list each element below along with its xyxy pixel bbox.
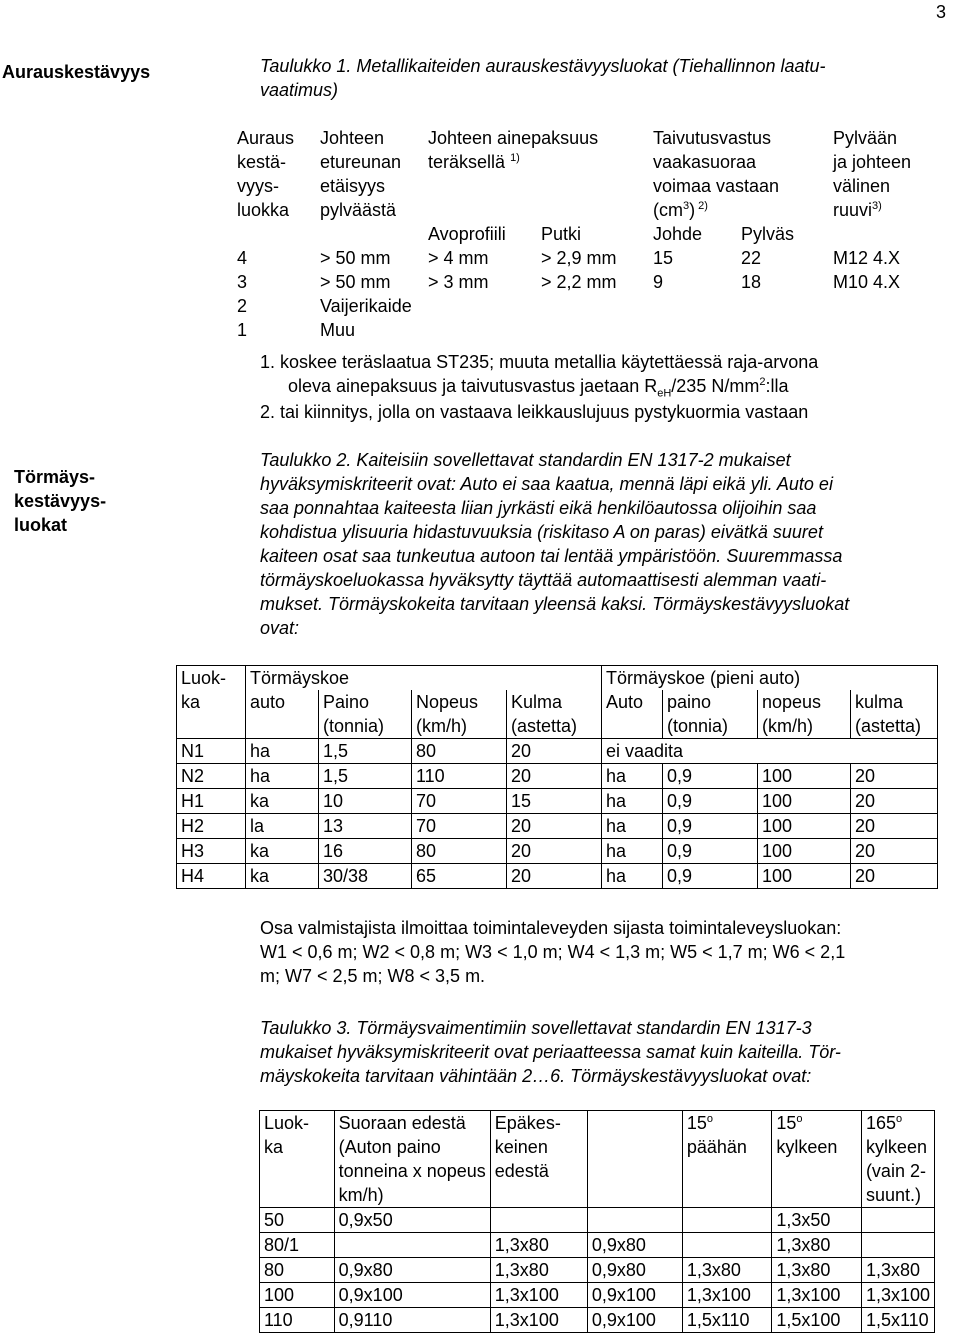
- note-text: /235 N/mm: [671, 376, 760, 396]
- t2-cell: 70: [412, 789, 507, 814]
- t1-h-text: Auraus: [237, 128, 295, 148]
- t1-h-text: ja johteen: [833, 152, 912, 172]
- t3-cell: 1,5x110: [861, 1308, 934, 1333]
- t2-cell: 100: [758, 839, 851, 864]
- t2-row: [177, 764, 938, 789]
- t2-h-auto: auto: [246, 690, 319, 739]
- degree-sign: o: [895, 1113, 903, 1125]
- t3-cell: 1,3x80: [490, 1233, 587, 1258]
- t1-sub-johde: Johde: [653, 224, 703, 244]
- para-line: m; W7 < 2,5 m; W8 < 3,5 m.: [260, 966, 486, 986]
- t1-h-text: välinen: [833, 176, 891, 196]
- t1-cell: 15: [653, 248, 674, 268]
- t3-h-text: ka: [264, 1137, 284, 1157]
- t2-h-text: kulma: [855, 692, 904, 712]
- t1-h-text: vyys-: [237, 176, 279, 196]
- t2-cell: 0,9: [663, 814, 758, 839]
- t2-cell: ha: [602, 839, 663, 864]
- t2-h-text: Luok-: [181, 668, 227, 688]
- t3-cell: 0,9110: [334, 1308, 490, 1333]
- t2-h-luokka: [177, 666, 246, 739]
- t3-cell: 1,3x80: [682, 1258, 772, 1283]
- para-line: mukaiset hyväksymiskriteerit ovat periaatteessa samat kuin kaiteilla. Tör-: [260, 1042, 841, 1062]
- para-line: hyväksymiskriteerit ovat: Auto ei saa kaatua, mennä läpi eikä yli. Auto ei: [260, 474, 833, 494]
- t3-cell: 1,3x100: [861, 1283, 934, 1308]
- t3-h-text: Luok-: [264, 1113, 310, 1133]
- t2-h-paino: [319, 690, 412, 739]
- t1-cell: Muu: [320, 320, 356, 340]
- para-line: kaiteen osat saa tunkeutua autoon tai lentää ympäristöön. Suuremmassa: [260, 546, 843, 566]
- t1-cell: > 50 mm: [320, 272, 391, 292]
- t3-row: [260, 1258, 935, 1283]
- t3-cell: 1,5x110: [682, 1308, 772, 1333]
- t1-sub-avoprofiili: Avoprofiili: [428, 224, 506, 244]
- t3-cell: 50: [260, 1208, 335, 1233]
- t1-h-ainepaksuus: [424, 126, 649, 222]
- t2-row: [177, 814, 938, 839]
- para-line: W1 < 0,6 m; W2 < 0,8 m; W3 < 1,0 m; W4 < 1,3 m; W5 < 1,7 m; W6 < 2,1: [260, 942, 846, 962]
- t1-cell: > 4 mm: [428, 248, 489, 268]
- t3-h-text: kylkeen: [865, 1137, 927, 1157]
- t3-row: [260, 1233, 935, 1258]
- t1-h-text: voimaa vastaan: [653, 176, 780, 196]
- t1-h-etaisyys: [316, 126, 424, 222]
- t1-cell: > 2,9 mm: [541, 248, 617, 268]
- t2-cell: 30/38: [319, 864, 412, 889]
- note-text: :lla: [765, 376, 789, 396]
- table3: [259, 1110, 935, 1333]
- t1-cell: M12 4.X: [833, 248, 901, 268]
- t2-h-text: (astetta): [511, 716, 578, 736]
- t3-h-15-paahan: [682, 1111, 772, 1208]
- para-line: saa ponnahtaa kaiteesta liian jyrkästi eikä henkilöautossa olijoihin saa: [260, 498, 817, 518]
- t2-h-paino-small: [663, 690, 758, 739]
- t2-cell: 13: [319, 814, 412, 839]
- t1-h-text: etäisyys: [320, 176, 386, 196]
- para-line: mukset. Törmäyskokeita tarvitaan yleensä kaksi. Törmäyskestävyysluokat: [260, 594, 850, 614]
- t3-h-text: 165: [865, 1113, 896, 1133]
- t2-cell: H4: [177, 864, 246, 889]
- t2-cell: 80: [412, 739, 507, 764]
- t3-cell: 0,9x100: [334, 1283, 490, 1308]
- t1-h-sup: 3: [683, 200, 690, 212]
- t1-row: [233, 246, 915, 270]
- note-sub: eH: [657, 387, 672, 400]
- t3-h-text: km/h): [338, 1185, 384, 1205]
- t1-sub-putki: Putki: [541, 224, 582, 244]
- t3-cell: 1,3x80: [772, 1233, 862, 1258]
- t2-cell: 20: [507, 814, 602, 839]
- t1-h-text: luokka: [237, 200, 290, 220]
- table1-note-1a: 1. koskee teräslaatua ST235; muuta metallia käytettäessä raja-arvona: [260, 352, 819, 372]
- t2-row: [177, 789, 938, 814]
- t3-cell: [490, 1208, 587, 1233]
- t2-cell: 65: [412, 864, 507, 889]
- t2-cell: 0,9: [663, 839, 758, 864]
- t1-cell: 22: [741, 248, 762, 268]
- t1-row: [233, 270, 915, 294]
- t2-h-auto-small: Auto: [602, 690, 663, 739]
- t2-cell: la: [246, 814, 319, 839]
- t3-h-text: Suoraan edestä: [338, 1113, 466, 1133]
- t1-h-text: etureunan: [320, 152, 402, 172]
- t2-cell: 20: [507, 864, 602, 889]
- t1-h-text: vaakasuoraa: [653, 152, 757, 172]
- t3-cell: [334, 1233, 490, 1258]
- t2-cell: ha: [602, 814, 663, 839]
- t1-h-taivutusvastus: [649, 126, 829, 222]
- table1-caption-line1: Taulukko 1. Metallikaiteiden aurauskestävyysluokat (Tiehallinnon laatu-: [260, 56, 826, 76]
- heading-line: kestävyys-: [14, 491, 107, 511]
- t2-cell: N1: [177, 739, 246, 764]
- t1-cell: Vaijerikaide: [320, 296, 412, 316]
- t3-cell: 1,3x80: [861, 1258, 934, 1283]
- t1-cell: > 50 mm: [320, 248, 391, 268]
- t2-cell: 0,9: [663, 764, 758, 789]
- t3-h-suoraan: [334, 1111, 490, 1208]
- t1-cell: 4: [237, 248, 248, 268]
- t2-cell: 20: [851, 864, 938, 889]
- t3-cell: [861, 1233, 934, 1258]
- t2-cell: 1,5: [319, 739, 412, 764]
- t2-cell: 0,9: [663, 864, 758, 889]
- t2-cell: ka: [246, 864, 319, 889]
- degree-sign: o: [706, 1113, 713, 1125]
- t1-h-text: ): [689, 200, 696, 220]
- t1-h-text: Johteen: [320, 128, 385, 148]
- t3-cell: [587, 1208, 682, 1233]
- t2-cell: 100: [758, 764, 851, 789]
- t3-h-blank: [587, 1111, 682, 1208]
- t2-cell: N2: [177, 764, 246, 789]
- t3-h-luokka: [260, 1111, 335, 1208]
- t3-cell: 1,5x100: [772, 1308, 862, 1333]
- table1: [233, 126, 915, 342]
- t3-cell: 1,3x50: [772, 1208, 862, 1233]
- para-line: ovat:: [260, 618, 300, 638]
- t2-h-text: (tonnia): [323, 716, 385, 736]
- t3-h-165-kylkeen: [861, 1111, 934, 1208]
- t1-h-text: Johteen ainepaksuus: [428, 128, 599, 148]
- t2-cell: 20: [507, 739, 602, 764]
- t1-h-text: pylväästä: [320, 200, 397, 220]
- t2-h-text: (km/h): [416, 716, 467, 736]
- table1-note-2: 2. tai kiinnitys, jolla on vastaava leikkauslujuus pystykuormia vastaan: [260, 402, 809, 422]
- t2-cell: ha: [246, 739, 319, 764]
- t3-cell: 1,3x100: [490, 1283, 587, 1308]
- para-line: mäyskokeita tarvitaan vähintään 2…6. Törmäyskestävyysluokat ovat:: [260, 1066, 812, 1086]
- t1-h-sup: 2): [695, 200, 708, 212]
- t3-h-text: edestä: [494, 1161, 549, 1181]
- t2-cell: ha: [602, 789, 663, 814]
- t3-cell: 0,9x80: [587, 1258, 682, 1283]
- t2-h-text: paino: [667, 692, 712, 712]
- t1-cell: > 3 mm: [428, 272, 489, 292]
- t3-cell: [861, 1208, 934, 1233]
- t1-row: [233, 294, 915, 318]
- t2-row: [177, 839, 938, 864]
- t3-h-text: 15: [776, 1113, 797, 1133]
- t1-row: [233, 318, 915, 342]
- t2-h-text: (tonnia): [667, 716, 729, 736]
- t3-cell: 0,9x80: [587, 1233, 682, 1258]
- t2-h-text: Paino: [323, 692, 370, 712]
- t3-h-text: kylkeen: [776, 1137, 838, 1157]
- t2-cell: H2: [177, 814, 246, 839]
- t2-cell: 20: [851, 839, 938, 864]
- t1-h-luokka: [233, 126, 316, 222]
- para-line: Osa valmistajista ilmoittaa toimintaleveyden sijasta toimintaleveysluokan:: [260, 918, 842, 938]
- t3-row: [260, 1308, 935, 1333]
- t2-h-text: Kulma: [511, 692, 563, 712]
- t3-cell: 1,3x100: [682, 1283, 772, 1308]
- t3-cell: 80/1: [260, 1233, 335, 1258]
- t3-h-text: päähän: [686, 1137, 747, 1157]
- t1-h-sup: 1): [510, 152, 520, 164]
- t2-h-nopeus: [412, 690, 507, 739]
- table2: [176, 665, 938, 889]
- para-line: törmäyskoeluokassa hyväksytty täyttää automaattisesti alemman vaati-: [260, 570, 827, 590]
- t2-h-group1: Törmäyskoe: [246, 666, 602, 691]
- t2-cell: 70: [412, 814, 507, 839]
- t2-cell: 100: [758, 814, 851, 839]
- t1-cell: 2: [237, 296, 248, 316]
- para-line: Taulukko 2. Kaiteisiin sovellettavat standardin EN 1317-2 mukaiset: [260, 450, 791, 470]
- t1-cell: 1: [237, 320, 248, 340]
- t2-cell: 1,5: [319, 764, 412, 789]
- t1-h-text: Taivutusvastus: [653, 128, 772, 148]
- t1-cell: 3: [237, 272, 248, 292]
- t2-cell: 20: [507, 764, 602, 789]
- t1-h-text: Pylvään: [833, 128, 898, 148]
- t3-row: [260, 1208, 935, 1233]
- t3-cell: 0,9x100: [587, 1283, 682, 1308]
- t2-cell: 20: [851, 789, 938, 814]
- t2-row: [177, 739, 938, 764]
- width-class-paragraph: [260, 916, 956, 988]
- note-text: oleva ainepaksuus ja taivutusvastus jaetaan R: [288, 376, 658, 396]
- t2-cell: ha: [602, 864, 663, 889]
- t3-h-epakeskeinen: [490, 1111, 587, 1208]
- section-heading-tormays: [14, 465, 106, 537]
- t1-cell: > 2,2 mm: [541, 272, 617, 292]
- page-number: 3: [936, 2, 947, 22]
- t2-cell: ka: [246, 789, 319, 814]
- t2-cell: ka: [246, 839, 319, 864]
- t2-cell: 110: [412, 764, 507, 789]
- table3-caption-paragraph: [260, 1016, 956, 1088]
- t1-sub-pylvas: Pylväs: [741, 224, 795, 244]
- t1-h-text: kestä-: [237, 152, 287, 172]
- t2-cell: 20: [851, 764, 938, 789]
- t1-h-ruuvi: [829, 126, 915, 222]
- t1-h-text: (cm: [653, 200, 683, 220]
- table2-caption-paragraph: [260, 448, 954, 640]
- t2-cell: 20: [507, 839, 602, 864]
- table1-caption-line2: vaatimus): [260, 80, 339, 100]
- t2-cell: 15: [507, 789, 602, 814]
- t3-cell: 1,3x80: [772, 1258, 862, 1283]
- t2-cell: 0,9: [663, 789, 758, 814]
- t3-h-text: keinen: [494, 1137, 548, 1157]
- t2-h-text: (astetta): [855, 716, 922, 736]
- t3-cell: 110: [260, 1308, 335, 1333]
- t1-cell: M10 4.X: [833, 272, 901, 292]
- t2-h-kulma-small: [851, 690, 938, 739]
- t3-cell: 0,9x80: [334, 1258, 490, 1283]
- t3-h-text: tonneina x nopeus: [338, 1161, 486, 1181]
- t3-cell: 100: [260, 1283, 335, 1308]
- t2-h-group2: Törmäyskoe (pieni auto): [602, 666, 938, 691]
- t3-cell: 0,9x100: [587, 1308, 682, 1333]
- degree-sign: o: [796, 1113, 803, 1125]
- para-line: kohdistua ylisuuria hidastuvuuksia (riskitaso A on paras) eivätkä suuret: [260, 522, 823, 542]
- t2-cell: H1: [177, 789, 246, 814]
- t2-h-kulma: [507, 690, 602, 739]
- t2-cell: 80: [412, 839, 507, 864]
- t2-h-text: (km/h): [762, 716, 813, 736]
- t3-h-text: (Auton paino: [338, 1137, 441, 1157]
- t1-cell: 18: [741, 272, 762, 292]
- table1-note-1b: [288, 374, 788, 398]
- t3-row: [260, 1283, 935, 1308]
- note-sup: 2: [759, 376, 766, 388]
- t2-row: [177, 864, 938, 889]
- t2-cell: 100: [758, 789, 851, 814]
- heading-line: Törmäys-: [14, 467, 96, 487]
- t3-cell: 1,3x100: [772, 1283, 862, 1308]
- t3-cell: 1,3x80: [490, 1258, 587, 1283]
- t1-h-sup: 3): [872, 200, 882, 212]
- t2-cell: H3: [177, 839, 246, 864]
- t3-h-text: Epäkes-: [494, 1113, 561, 1133]
- t2-h-nopeus-small: [758, 690, 851, 739]
- t3-cell: [682, 1233, 772, 1258]
- t2-h-text: nopeus: [762, 692, 822, 712]
- t3-cell: 80: [260, 1258, 335, 1283]
- t2-h-text: ka: [181, 692, 201, 712]
- t2-cell: 100: [758, 864, 851, 889]
- t3-cell: 1,3x100: [490, 1308, 587, 1333]
- t2-h-text: Nopeus: [416, 692, 479, 712]
- t2-cell: ei vaadita: [602, 739, 938, 764]
- t2-cell: 16: [319, 839, 412, 864]
- t2-cell: ha: [246, 764, 319, 789]
- t2-cell: 20: [851, 814, 938, 839]
- heading-line: luokat: [14, 515, 68, 535]
- t3-cell: [682, 1208, 772, 1233]
- t1-h-text: ruuvi: [833, 200, 873, 220]
- section-heading-aurauskestavyys: Aurauskestävyys: [2, 62, 151, 82]
- t3-h-text: 15: [686, 1113, 707, 1133]
- t2-cell: 10: [319, 789, 412, 814]
- t1-cell: 9: [653, 272, 664, 292]
- t2-cell: ha: [602, 764, 663, 789]
- t3-h-text: (vain 2-: [865, 1161, 926, 1181]
- para-line: Taulukko 3. Törmäysvaimentimiin sovellettavat standardin EN 1317-3: [260, 1018, 812, 1038]
- t3-h-15-kylkeen: [772, 1111, 862, 1208]
- t3-h-text: suunt.): [865, 1185, 921, 1205]
- t3-cell: 0,9x50: [334, 1208, 490, 1233]
- t1-h-text: teräksellä: [428, 152, 506, 172]
